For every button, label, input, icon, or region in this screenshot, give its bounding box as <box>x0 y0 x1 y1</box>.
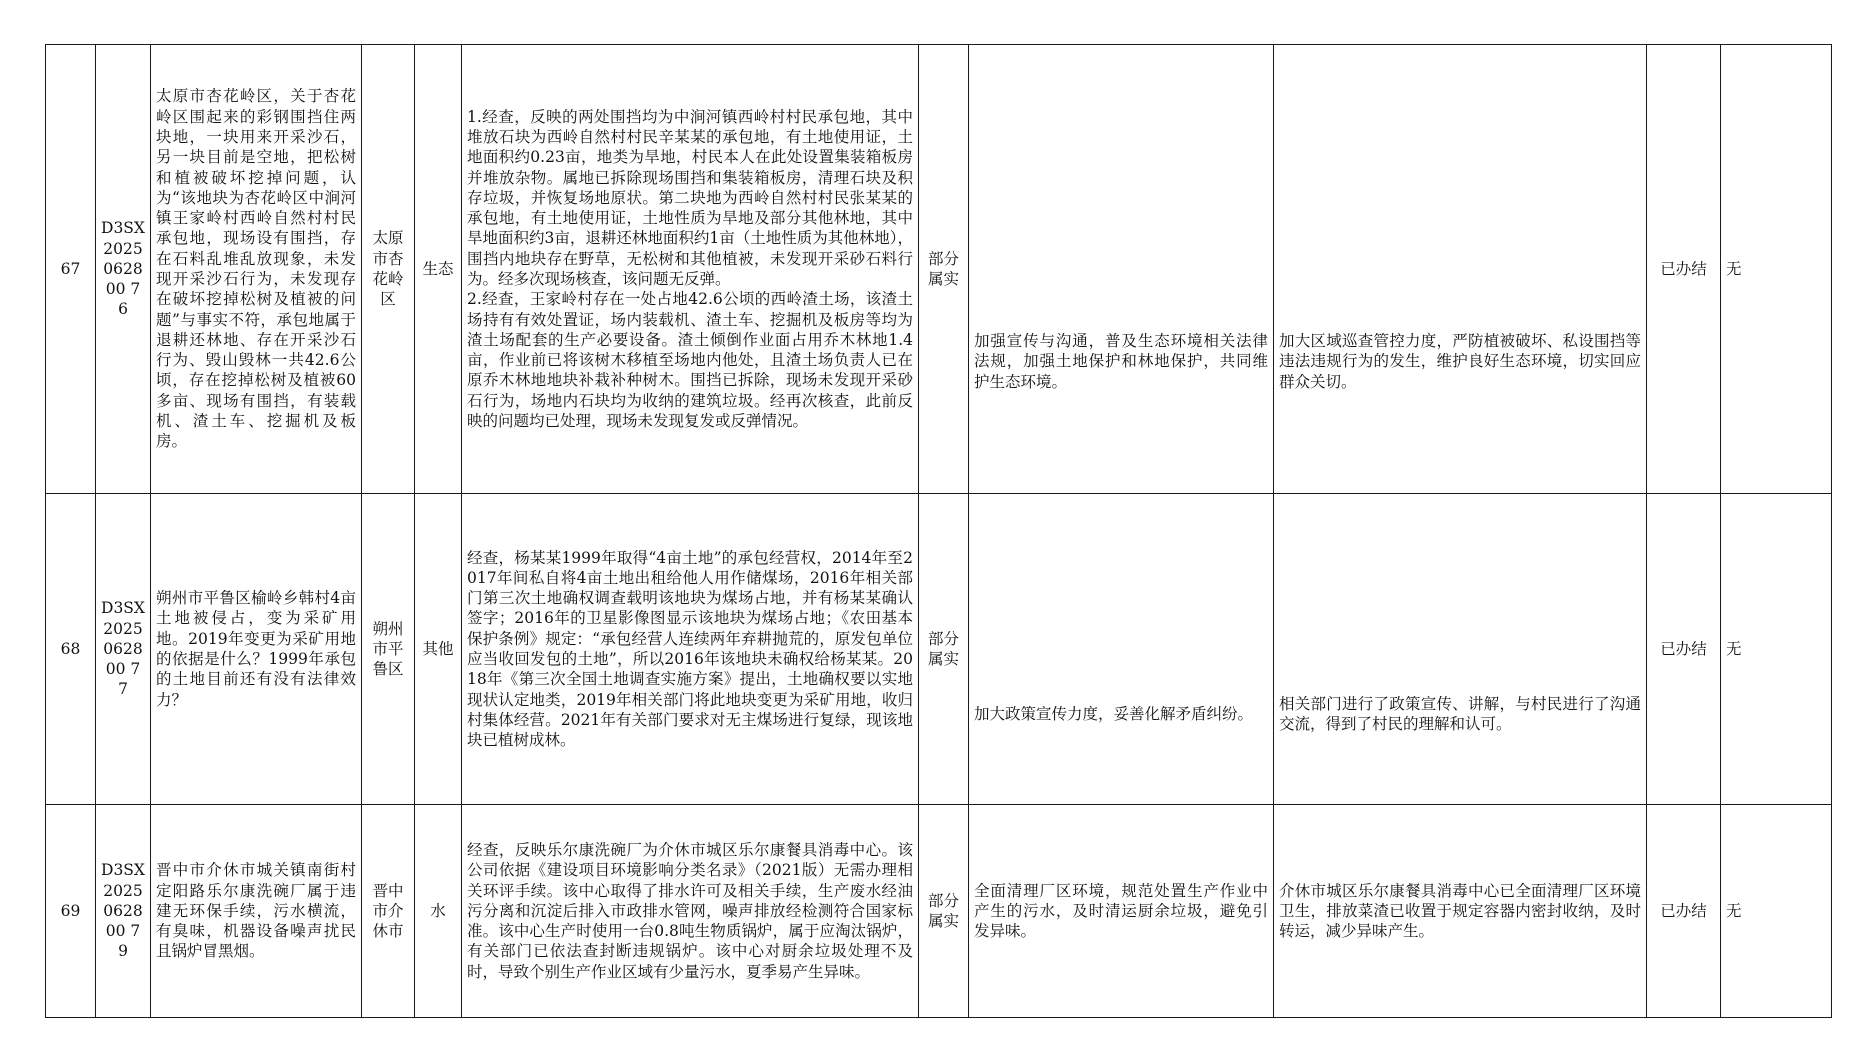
table-row <box>46 494 1832 805</box>
rectification-result: 相关部门进行了政策宣传、讲解，与村民进行了沟通交流，得到了村民的理解和认可。 <box>1274 494 1647 805</box>
investigation-findings: 经查，杨某某1999年取得“4亩土地”的承包经营权，2014年至2017年间私自将4亩土地出租给他人用作储煤场，2016年相关部门第三次土地确权调查载明该地块为煤场占地，并有杨某某确认签字；2016年的卫星影像图显示该地块为煤场占地；《农田基本保护条例》规定：“承包经营人连续两年弃耕抛荒的，原发包单位应当收回发包的土地”，所以2016年该地块未确权给杨某某。2018年《第三次全国土地调查实施方案》提出，土地确权要以实地现状认定地类，2019年相关部门将此地块变更为采矿用地，收归村集体经营。2021年有关部门要求对无主煤场进行复绿，现该地块已植树成林。 <box>462 494 919 805</box>
investigation-findings: 经查，反映乐尔康洗碗厂为介休市城区乐尔康餐具消毒中心。该公司依据《建设项目环境影响分类名录》（2021版）无需办理相关环评手续。该中心取得了排水许可及相关手续，生产废水经油污分离和沉淀后排入市政排水管网，噪声排放经检测符合国家标准。该中心生产时使用一台0.8吨生物质锅炉，属于应淘汰锅炉，有关部门已依法查封断违规锅炉。该中心对厨余垃圾处理不及时，导致个别生产作业区域有少量污水，夏季易产生异味。 <box>462 805 919 1018</box>
rectification-result: 介休市城区乐尔康餐具消毒中心已全面清理厂区环境卫生，排放菜渣已收置于规定容器内密封收纳，及时转运，减少异味产生。 <box>1274 805 1647 1018</box>
issue-description: 晋中市介休市城关镇南街村定阳路乐尔康洗碗厂属于违建无环保手续，污水横流，有臭味，机器设备噪声扰民且锅炉冒黑烟。 <box>151 805 362 1018</box>
region: 太原市杏花岭区 <box>362 45 415 494</box>
rectification-result: 加大区域巡查管控力度，严防植被破坏、私设围挡等违法违规行为的发生，维护良好生态环境，切实回应群众关切。 <box>1274 45 1647 494</box>
verdict: 部分属实 <box>919 805 969 1018</box>
accountability: 无 <box>1721 494 1832 805</box>
row-number: 68 <box>46 494 96 805</box>
case-code: D3SX2025062800 79 <box>96 805 151 1018</box>
report-table <box>45 44 1832 1018</box>
row-number: 69 <box>46 805 96 1018</box>
pollution-type: 生态 <box>415 45 462 494</box>
region: 晋中市介休市 <box>362 805 415 1018</box>
case-code: D3SX2025062800 77 <box>96 494 151 805</box>
status: 已办结 <box>1647 45 1721 494</box>
issue-description: 朔州市平鲁区榆岭乡韩村4亩土地被侵占，变为采矿用地。2019年变更为采矿用地的依据是什么？1999年承包的土地目前还有没有法律效力？ <box>151 494 362 805</box>
investigation-findings: 1.经查，反映的两处围挡均为中涧河镇西岭村村民承包地，其中堆放石块为西岭自然村村民辛某某的承包地，有土地使用证，土地面积约0.23亩，地类为旱地，村民本人在此处设置集装箱板房并堆放杂物。属地已拆除现场围挡和集装箱板房，清理石块及积存垃圾，并恢复场地原状。第二块地为西岭自然村村民张某某的承包地，有土地使用证，土地性质为旱地及部分其他林地，其中旱地面积约3亩，退耕还林地面积约1亩（土地性质为其他林地），围挡内地块存在野草，无松树和其他植被，未发现开采砂石料行为。经多次现场核查，该问题无反弹。 2.经查，王家岭村存在一处占地42.6公顷的西岭渣土场，该渣土场持有有效处置证，场内装载机、渣土车、挖掘机及板房等均为渣土场配套的生产必要设备。渣土倾倒作业面占用乔木林地1.4亩，作业前已将该树木移植至场地内他处，且渣土场负责人已在原乔木林地地块补栽补种树木。围挡已拆除，现场未发现开采砂石行为，场地内石块均为收纳的建筑垃圾。经再次核查，此前反映的问题均已处理，现场未发现复发或反弹情况。 <box>462 45 919 494</box>
case-code: D3SX2025062800 76 <box>96 45 151 494</box>
table-row <box>46 805 1832 1018</box>
verdict: 部分属实 <box>919 45 969 494</box>
pollution-type: 其他 <box>415 494 462 805</box>
region: 朔州市平鲁区 <box>362 494 415 805</box>
table-row <box>46 45 1832 494</box>
accountability: 无 <box>1721 45 1832 494</box>
status: 已办结 <box>1647 494 1721 805</box>
issue-description: 太原市杏花岭区，关于杏花岭区围起来的彩钢围挡住两块地，一块用来开采沙石，另一块目前是空地，把松树和植被破坏挖掉问题，认为“该地块为杏花岭区中涧河镇王家岭村西岭自然村村民承包地，现场设有围挡，存在石料乱堆乱放现象，未发现开采沙石行为，未发现存在破坏挖掉松树及植被的问题”与事实不符，承包地属于退耕还林地、存在开采沙石行为、毁山毁林一共42.6公顷，存在挖掉松树及植被60多亩、现场有围挡，有装载机、渣土车、挖掘机及板房。 <box>151 45 362 494</box>
accountability: 无 <box>1721 805 1832 1018</box>
status: 已办结 <box>1647 805 1721 1018</box>
rectification-measures: 加大政策宣传力度，妥善化解矛盾纠纷。 <box>969 494 1274 805</box>
row-number: 67 <box>46 45 96 494</box>
rectification-measures: 全面清理厂区环境，规范处置生产作业中产生的污水，及时清运厨余垃圾，避免引发异味。 <box>969 805 1274 1018</box>
verdict: 部分属实 <box>919 494 969 805</box>
pollution-type: 水 <box>415 805 462 1018</box>
rectification-measures: 加强宣传与沟通，普及生态环境相关法律法规，加强土地保护和林地保护，共同维护生态环境。 <box>969 45 1274 494</box>
